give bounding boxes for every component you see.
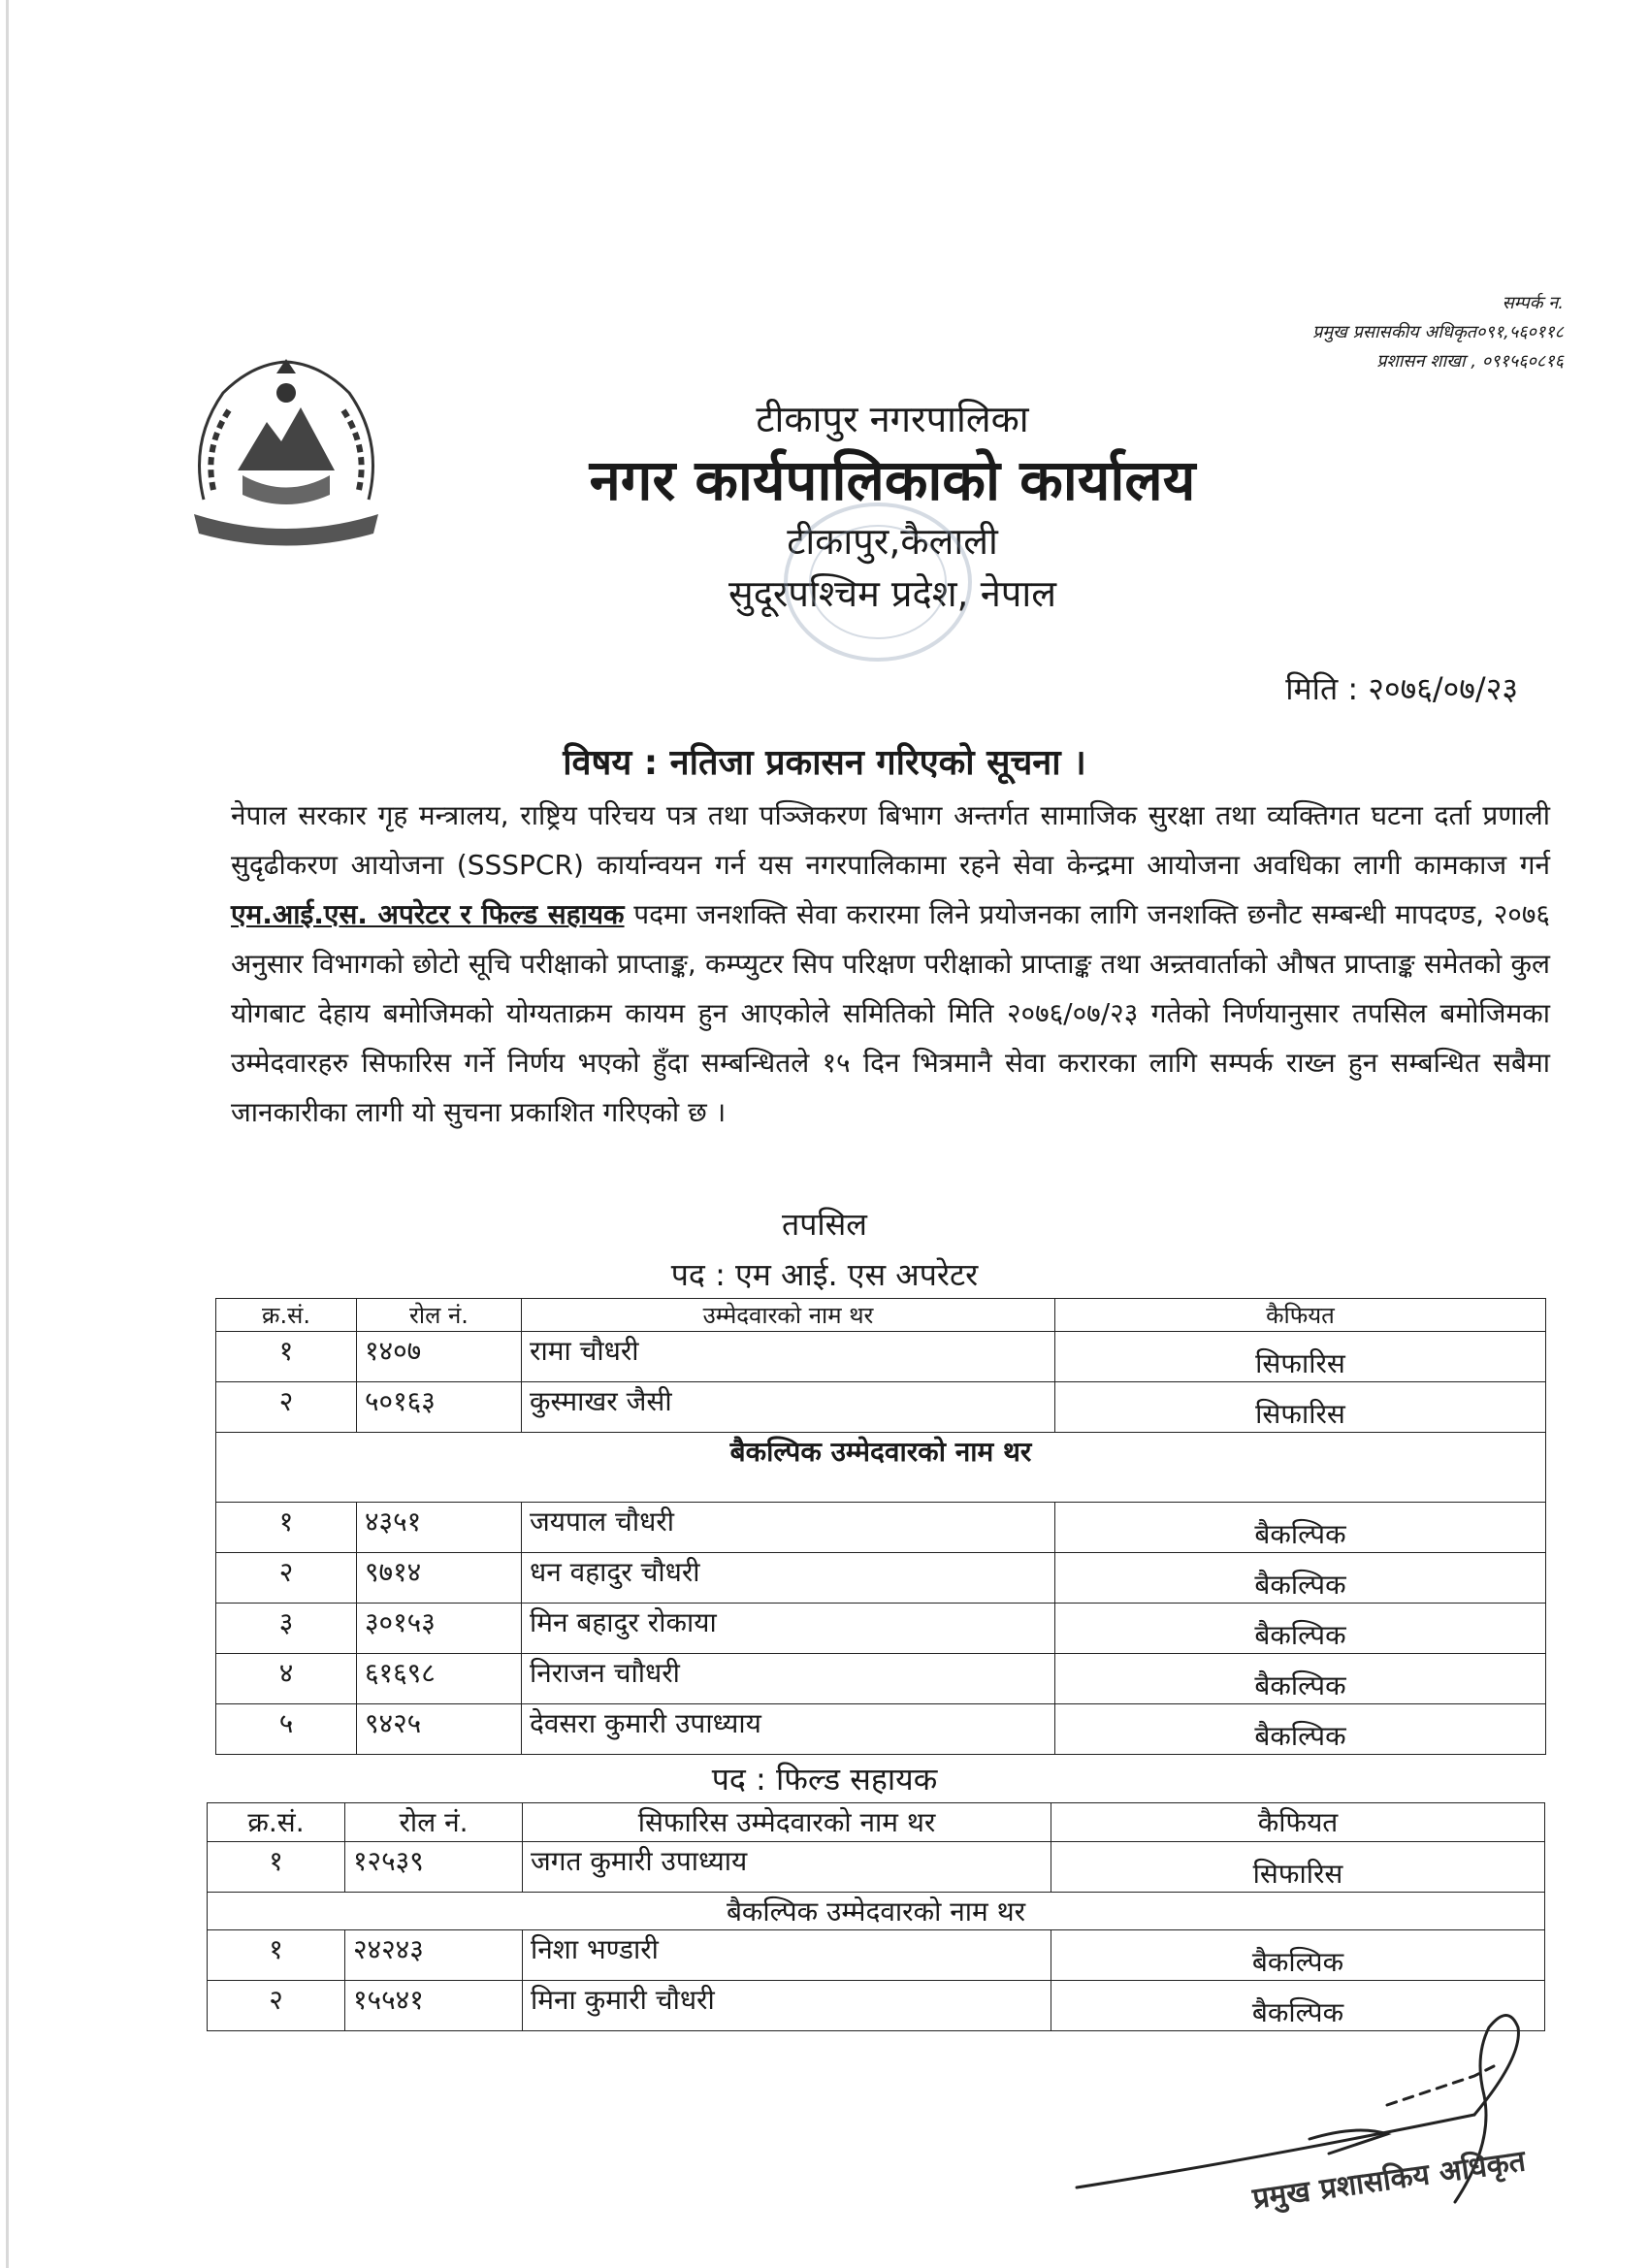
cell-roll: २४२४३ <box>345 1930 523 1981</box>
table-row <box>216 1332 1546 1382</box>
cell-remark: बैकल्पिक <box>1055 1654 1546 1704</box>
table-row <box>216 1604 1546 1654</box>
col-header-remark: कैफियत <box>1051 1803 1545 1842</box>
cell-sn: १ <box>216 1503 357 1553</box>
alternate-heading: बैकल्पिक उम्मेदवारको नाम थर <box>216 1433 1546 1503</box>
cell-roll: ९७१४ <box>357 1553 522 1604</box>
body-post-highlight: एम.आई.एस. अपरेटर र फिल्ड सहायक <box>231 898 625 930</box>
table-header-row <box>208 1803 1545 1842</box>
cell-remark: बैकल्पिक <box>1055 1604 1546 1654</box>
cell-remark: सिफारिस <box>1051 1842 1545 1893</box>
cell-name: जयपाल चौधरी <box>522 1503 1055 1553</box>
table-row <box>216 1382 1546 1433</box>
cell-remark: बैकल्पिक <box>1055 1503 1546 1553</box>
post-title-mis-operator: पद : एम आई. एस अपरेटर <box>670 1256 979 1293</box>
alternate-heading: बैकल्पिक उम्मेदवारको नाम थर <box>208 1893 1545 1930</box>
cell-sn: १ <box>216 1332 357 1382</box>
col-header-remark: कैफियत <box>1055 1299 1546 1332</box>
cell-sn: २ <box>208 1981 345 2031</box>
post-title-field-assistant: पद : फिल्ड सहायक <box>711 1761 938 1798</box>
mis-operator-table <box>215 1298 1546 1755</box>
table-row <box>216 1553 1546 1604</box>
col-header-sn: क्र.सं. <box>208 1803 345 1842</box>
signature-icon <box>1067 1998 1610 2251</box>
cell-remark: बैकल्पिक <box>1051 1981 1545 2031</box>
col-header-name: उम्मेदवारको नाम थर <box>522 1299 1055 1332</box>
schedule-heading: तपसिल <box>781 1206 868 1243</box>
cell-roll: १५५४१ <box>345 1981 523 2031</box>
table-row <box>208 1930 1545 1981</box>
contact-title: सम्पर्क न. <box>1502 293 1564 313</box>
cell-name: मिन बहादुर रोकाया <box>522 1604 1055 1654</box>
cell-sn: ५ <box>216 1704 357 1755</box>
cell-name: कुस्माखर जैसी <box>522 1382 1055 1433</box>
table-row <box>216 1654 1546 1704</box>
cell-roll: १४०७ <box>357 1332 522 1382</box>
cell-roll: ३०१५३ <box>357 1604 522 1654</box>
province-line: सुदूरपश्चिम प्रदेश, नेपाल <box>728 572 1056 615</box>
scan-edge <box>6 0 9 2268</box>
municipality-name: टीकापुर नगरपालिका <box>756 398 1029 440</box>
col-header-sn: क्र.सं. <box>216 1299 357 1332</box>
table-header-row <box>216 1299 1546 1332</box>
contact-line-cao: प्रमुख प्रसासकीय अधिकृत०९१,५६०११८ <box>1312 322 1564 342</box>
col-header-roll: रोल नं. <box>345 1803 523 1842</box>
cell-roll: ४३५१ <box>357 1503 522 1553</box>
cell-sn: १ <box>208 1930 345 1981</box>
cell-sn: ३ <box>216 1604 357 1654</box>
notice-subject: विषय : नतिजा प्रकासन गरिएको सूचना । <box>563 743 1086 783</box>
alternate-heading-row <box>208 1893 1545 1930</box>
cell-sn: १ <box>208 1842 345 1893</box>
nepal-emblem-icon <box>184 354 388 548</box>
table-row <box>216 1503 1546 1553</box>
cell-sn: २ <box>216 1553 357 1604</box>
cell-name: धन वहादुर चौधरी <box>522 1553 1055 1604</box>
cell-name: निराजन चाौधरी <box>522 1654 1055 1704</box>
signature-caption: प्रमुख प्रशासकिय अधिकृत <box>1250 2144 1528 2217</box>
col-header-name: सिफारिस उम्मेदवारको नाम थर <box>523 1803 1051 1842</box>
cell-name: मिना कुमारी चौधरी <box>523 1981 1051 2031</box>
cell-remark: सिफारिस <box>1055 1382 1546 1433</box>
cell-remark: बैकल्पिक <box>1055 1553 1546 1604</box>
notice-date: मिति : २०७६/०७/२३ <box>1285 670 1518 707</box>
cell-remark: बैकल्पिक <box>1051 1930 1545 1981</box>
office-name: नगर कार्यपालिकाको कार्यालय <box>589 447 1196 513</box>
contact-block <box>1312 289 1564 376</box>
cell-sn: २ <box>216 1382 357 1433</box>
body-text-part2: पदमा जनशक्ति सेवा करारमा लिने प्रयोजनका लागि जनशक्ति छनौट सम्बन्धी मापदण्ड, २०७६ अनुसार विभागको छोटो सूचि परीक्षाको प्राप्ताङ्क, कम्प्युटर सिप परिक्षण परीक्षाको प्राप्ताङ्क तथा अन्र्तवार्ताको औषत प्राप्ताङ्क समेतको कुल योगबाट देहाय बमोजिमको योग्यताक्रम कायम हुन आएकोले समितिको मिति २०७६/०७/२३ गतेको निर्णयानुसार तपसिल बमोजिमका उम्मेदवारहरु सिफारिस गर्ने निर्णय भएको हुँदा सम्बन्धितले १५ दिन भित्रमानै सेवा करारका लागि सम्पर्क राख्न हुन सम्बन्धित सबैमा जानकारीका लागी यो सुचना प्रकाशित गरिएको छ । <box>231 898 1550 1128</box>
body-text-part1: नेपाल सरकार गृह मन्त्रालय, राष्ट्रिय परिचय पत्र तथा पञ्जिकरण बिभाग अन्तर्गत सामाजिक सुरक्षा तथा व्यक्तिगत घटना दर्ता प्रणाली सुदृढीकरण आयोजना (SSSPCR) कार्यान्वयन गर्न यस नगरपालिकामा रहने सेवा केन्द्रमा आयोजना अवधिका लागी कामकाज गर्न <box>231 799 1550 881</box>
table-row <box>208 1842 1545 1893</box>
notice-body <box>231 791 1550 1137</box>
cell-roll: ९४२५ <box>357 1704 522 1755</box>
cell-roll: ६१६९८ <box>357 1654 522 1704</box>
alternate-heading-row <box>216 1433 1546 1503</box>
table-row <box>216 1704 1546 1755</box>
contact-line-admin: प्रशासन शाखा , ०९१५६०८१६ <box>1376 351 1564 372</box>
field-assistant-table <box>207 1802 1545 2031</box>
cell-name: निशा भण्डारी <box>523 1930 1051 1981</box>
office-stamp-icon <box>776 495 980 669</box>
col-header-roll: रोल नं. <box>357 1299 522 1332</box>
cell-remark: सिफारिस <box>1055 1332 1546 1382</box>
cell-roll: ५०१६३ <box>357 1382 522 1433</box>
cell-name: रामा चौधरी <box>522 1332 1055 1382</box>
cell-roll: १२५३९ <box>345 1842 523 1893</box>
cell-sn: ४ <box>216 1654 357 1704</box>
office-location: टीकापुर,कैलाली <box>787 520 998 563</box>
cell-name: देवसरा कुमारी उपाध्याय <box>522 1704 1055 1755</box>
cell-name: जगत कुमारी उपाध्याय <box>523 1842 1051 1893</box>
cell-remark: बैकल्पिक <box>1055 1704 1546 1755</box>
